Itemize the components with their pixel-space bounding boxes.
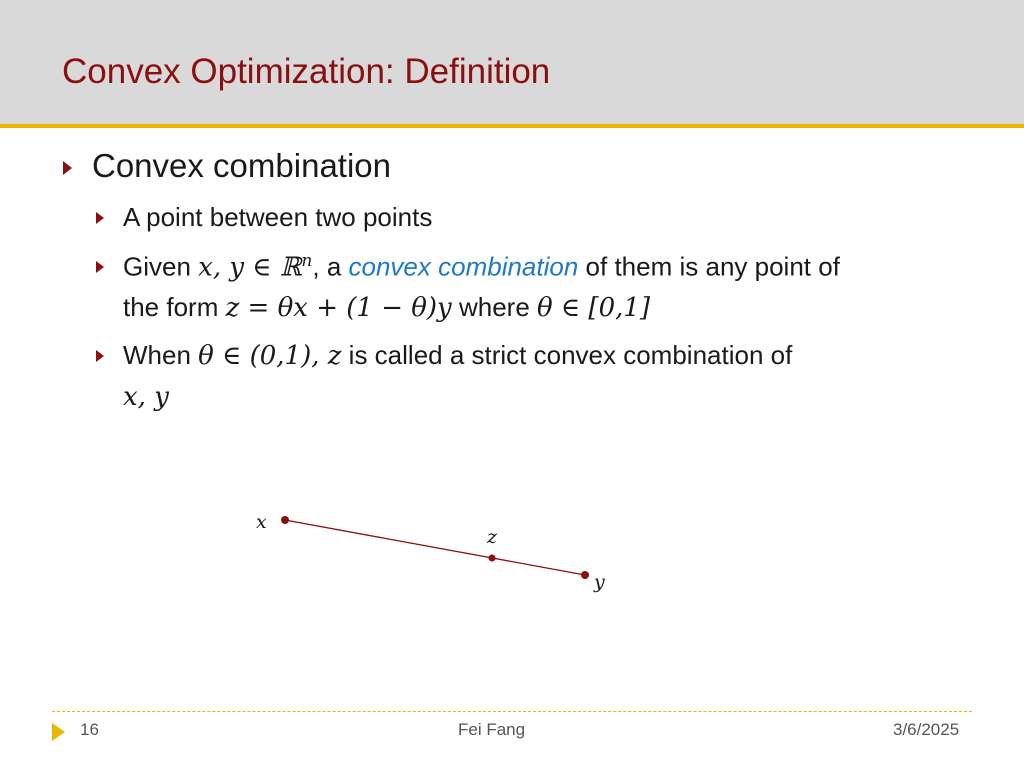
point-x: [281, 516, 289, 524]
point-z: [489, 555, 496, 562]
label-x: x: [256, 511, 267, 533]
slide-title: Convex Optimization: Definition: [62, 52, 551, 91]
page-number: 16: [80, 720, 99, 739]
sub-bullet-point-between: A point between two points: [123, 202, 433, 232]
text-when: When: [123, 340, 199, 370]
math-z-formula: z = θx + (1 − θ)y: [225, 293, 452, 323]
bullet-convex-combination: Convex combination: [92, 147, 391, 184]
segment-x-y: [285, 520, 585, 575]
footer-author: Fei Fang: [458, 720, 526, 739]
text-where: where: [451, 292, 537, 322]
math-x-y-in-rn: x, y ∈ ℝ: [198, 252, 302, 283]
math-theta-closed-interval: θ ∈ [0,1]: [537, 293, 651, 323]
math-superscript-n: n: [301, 251, 313, 271]
text-the-form: the form: [123, 292, 226, 322]
text-strict-convex: is called a strict convex combination of: [341, 340, 793, 370]
label-z: z: [487, 526, 498, 548]
text-of-them: of them is any point of: [578, 251, 840, 282]
text-a: , a: [312, 251, 349, 282]
math-theta-open-interval: θ ∈ (0,1), z: [198, 341, 342, 371]
point-y: [581, 571, 589, 579]
text-given: Given: [123, 251, 199, 282]
math-x-y: x, y: [123, 382, 169, 412]
footer-divider: [52, 711, 972, 712]
footer-date: 3/6/2025: [893, 720, 960, 739]
label-y: y: [594, 571, 605, 593]
highlight-convex-combination: convex combination: [348, 251, 579, 282]
footer-arrow-icon: [52, 723, 65, 741]
